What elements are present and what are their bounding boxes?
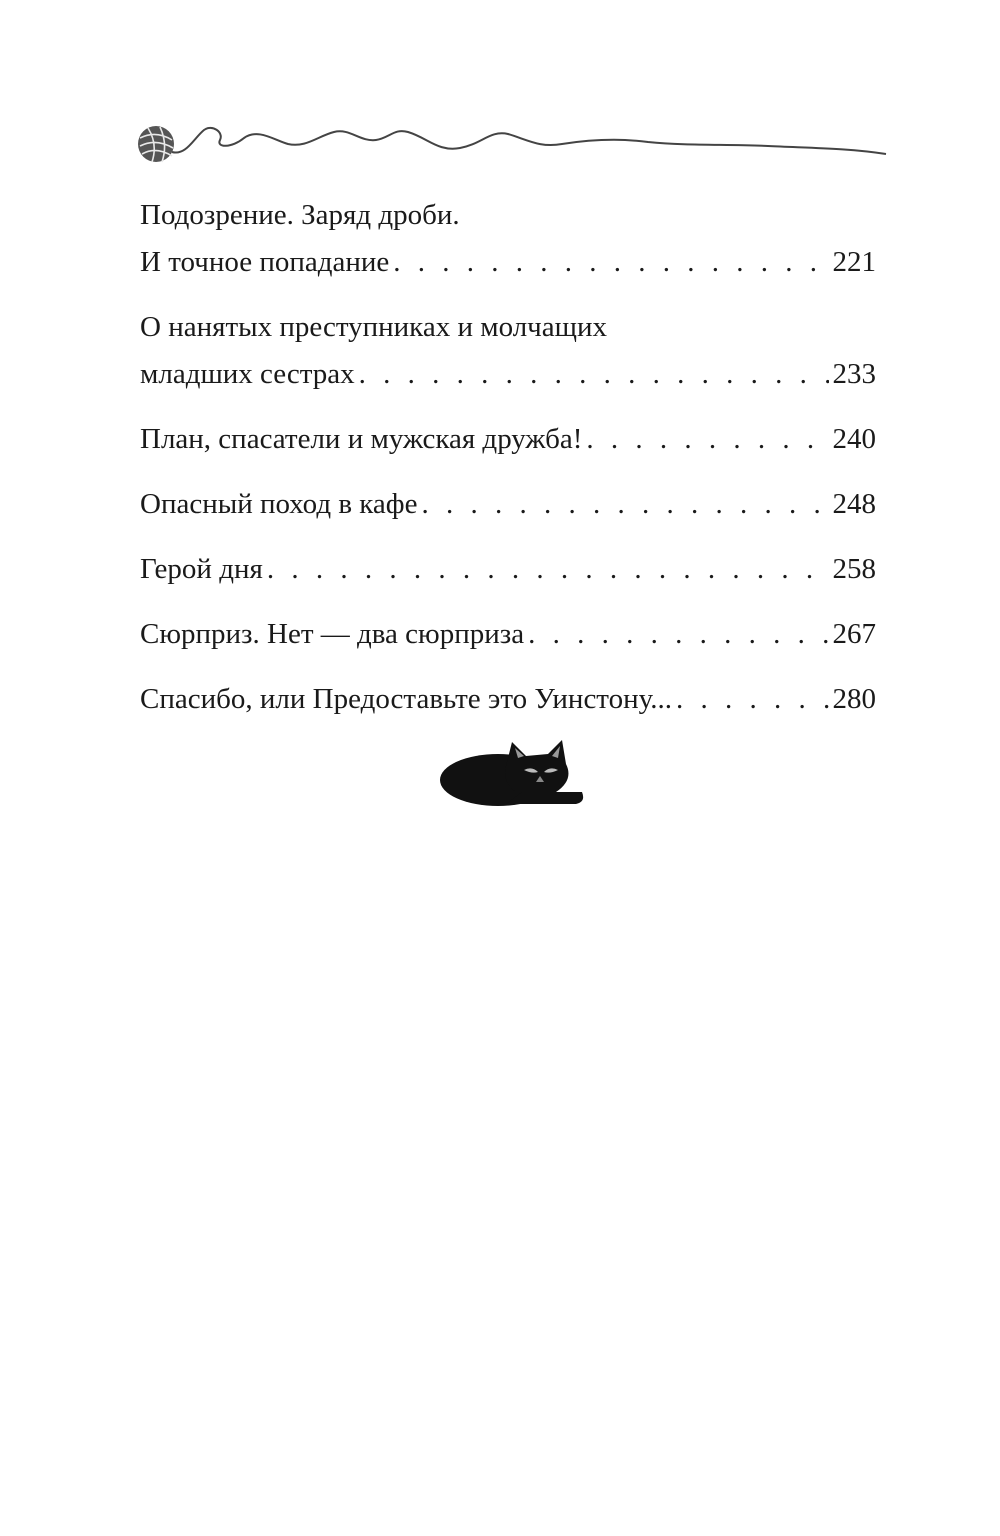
toc-line — [140, 239, 876, 286]
entry-title: Подозрение. Заряд дроби. — [140, 199, 460, 231]
sleeping-black-cat-icon — [436, 736, 586, 806]
entry-title: И точное попадание — [140, 246, 390, 278]
page-number: 267 — [832, 618, 876, 650]
dot-leader — [586, 416, 828, 463]
page-number: 248 — [832, 488, 876, 520]
toc-entry-1[interactable] — [140, 192, 876, 286]
page-number: 233 — [832, 358, 876, 390]
toc-line — [140, 611, 876, 658]
dot-leader — [393, 239, 828, 286]
yarn-ball-thread-icon — [128, 118, 888, 170]
toc-line — [140, 676, 876, 723]
dot-leader — [528, 611, 828, 658]
toc-line — [140, 481, 876, 528]
entry-title: Спасибо, или Предоставьте это Уинстону... — [140, 683, 672, 715]
dot-leader — [676, 676, 829, 723]
page-number: 240 — [832, 423, 876, 455]
entry-title: План, спасатели и мужская дружба! — [140, 423, 583, 455]
toc-entry-6[interactable] — [140, 611, 876, 658]
toc-entry-4[interactable] — [140, 481, 876, 528]
entry-title: Сюрприз. Нет — два сюрприза — [140, 618, 525, 650]
toc-entry-7[interactable] — [140, 676, 876, 723]
page-number: 221 — [832, 246, 876, 278]
toc-entry-2[interactable] — [140, 304, 876, 398]
entry-title: Опасный поход в кафе — [140, 488, 418, 520]
toc-line — [140, 351, 876, 398]
entry-title: Герой дня — [140, 553, 263, 585]
toc-line — [140, 192, 876, 239]
dot-leader — [359, 351, 829, 398]
entry-title: младших сестрах — [140, 358, 355, 390]
toc-entry-3[interactable] — [140, 416, 876, 463]
toc-entry-5[interactable] — [140, 546, 876, 593]
toc-line — [140, 546, 876, 593]
toc-line — [140, 304, 876, 351]
page-number: 280 — [832, 683, 876, 715]
table-of-contents — [140, 192, 876, 741]
dot-leader — [421, 481, 828, 528]
dot-leader — [267, 546, 829, 593]
entry-title: О нанятых преступниках и молчащих — [140, 311, 607, 343]
toc-line — [140, 416, 876, 463]
page-number: 258 — [832, 553, 876, 585]
